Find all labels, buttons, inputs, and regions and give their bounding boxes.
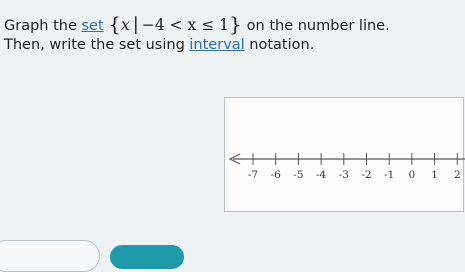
tick-label: -7	[247, 169, 259, 181]
question-line-2	[4, 37, 314, 53]
set-expression	[108, 12, 246, 36]
clear-all-button[interactable]	[0, 240, 100, 272]
question-suffix: on the number line.	[246, 18, 390, 34]
number-line-graph[interactable]	[225, 98, 465, 213]
check-answer-button[interactable]	[110, 245, 184, 269]
tick-label: -3	[338, 169, 349, 181]
set-bar: |	[132, 14, 139, 35]
set-open-brace: {	[108, 12, 122, 36]
number-line-panel[interactable]	[224, 97, 464, 212]
tick-label: -5	[293, 169, 304, 181]
tick-label: -4	[315, 169, 327, 181]
interval-glossary-link[interactable]: interval	[189, 37, 245, 53]
question-prefix: Graph the	[4, 18, 77, 34]
question-line-1	[4, 11, 390, 35]
set-close-brace: }	[228, 12, 242, 36]
instruction-prefix: Then, write the set using	[4, 37, 185, 53]
tick-label: 1	[431, 169, 438, 181]
tick-label: 2	[453, 169, 461, 181]
set-condition: −4 < x ≤ 1	[141, 16, 229, 34]
tick-label: 0	[408, 169, 416, 181]
tick-label: -1	[384, 169, 395, 181]
instruction-suffix: notation.	[249, 37, 315, 53]
set-variable: x	[121, 16, 130, 34]
tick-label: -2	[361, 169, 372, 181]
tick-label: -6	[270, 169, 281, 181]
set-glossary-link[interactable]: set	[81, 18, 104, 34]
